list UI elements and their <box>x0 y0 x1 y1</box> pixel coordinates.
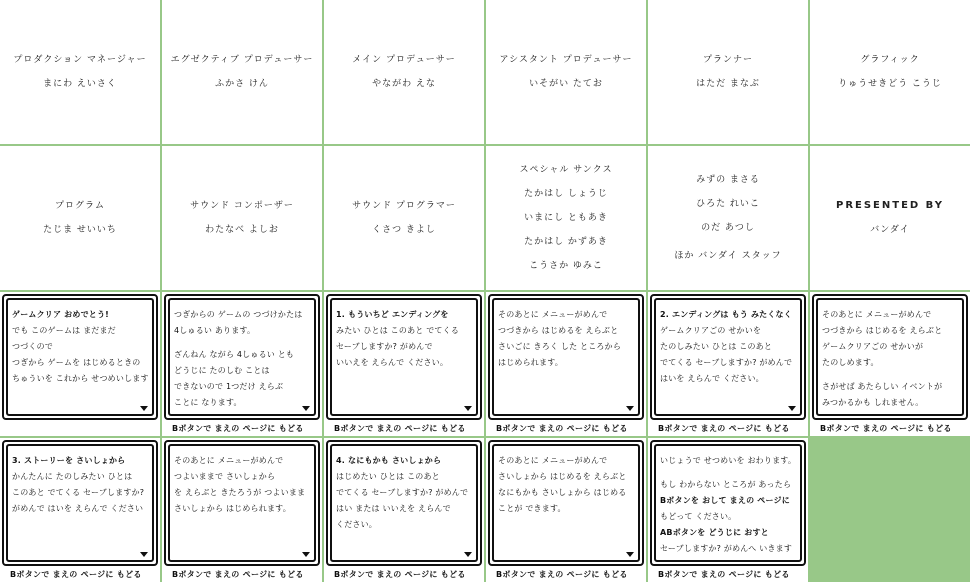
credit-role: PRESENTED BY <box>835 200 944 211</box>
dialog-line: さいしょから はじめるを えらぶと <box>498 472 627 481</box>
dialog-line: 4. なにもかも さいしょから <box>336 456 442 465</box>
dialog-line: たのしみたい ひとは このあと <box>660 342 773 351</box>
dialog-line: いじょうで せつめいを おわります。 <box>660 456 797 465</box>
dialog-line: 1. もういちど エンディングを <box>336 310 449 319</box>
dialog-box <box>2 440 158 566</box>
dialog-line: 4しゅるい あります。 <box>174 326 256 335</box>
dialog-line: ゲームクリアごの せかいを <box>660 326 762 335</box>
credit-person: ひろた れいこ <box>696 199 760 209</box>
credit-program <box>0 146 160 290</box>
dialog-line: つぎからの ゲームの つづけかたは <box>174 310 303 319</box>
credit-sound-programmer <box>324 146 484 290</box>
dialog-panel <box>0 292 160 436</box>
dialog-spacer <box>822 371 958 379</box>
back-page-hint: Bボタンで まえの ページに もどる <box>334 424 466 433</box>
credit-special-thanks <box>486 146 646 290</box>
dialog-text <box>6 444 154 562</box>
dialog-panel <box>648 292 808 436</box>
dialog-line: そのあとに メニューがめんで <box>498 310 608 319</box>
dialog-line: ゲームクリアごの せかいが <box>822 342 924 351</box>
credit-person: くさつ きよし <box>372 225 436 235</box>
dialog-line: セーブしますか? がめんで <box>336 342 433 351</box>
dialog-panel <box>486 438 646 582</box>
dialog-line: ことに なります。 <box>174 398 242 407</box>
back-page-hint: Bボタンで まえの ページに もどる <box>172 570 304 579</box>
dialog-spacer <box>660 469 796 477</box>
back-page-hint: Bボタンで まえの ページに もどる <box>10 570 142 579</box>
dialog-line: 2. エンディングは もう みたくなく <box>660 310 792 319</box>
credit-person: はただ まなぶ <box>696 79 760 89</box>
dialog-line: さがせば あたらしい イベントが <box>822 382 943 391</box>
dialog-box <box>488 440 644 566</box>
next-page-arrow-icon[interactable] <box>140 552 148 557</box>
credit-role: プログラム <box>55 201 105 211</box>
back-page-hint: Bボタンで まえの ページに もどる <box>334 570 466 579</box>
credit-person: みずの まさる <box>696 175 760 185</box>
credit-person: いそがい たてお <box>529 79 603 89</box>
credit-role: スペシャル サンクス <box>519 165 613 175</box>
next-page-arrow-icon[interactable] <box>302 552 310 557</box>
dialog-line: みたい ひとは このあと でてくる <box>336 326 460 335</box>
dialog-line: さいしょから はじめられます。 <box>174 504 291 513</box>
dialog-box <box>164 294 320 420</box>
dialog-text <box>6 298 154 416</box>
dialog-line: ください。 <box>336 520 377 529</box>
credit-role: プランナー <box>702 55 753 65</box>
next-page-arrow-icon[interactable] <box>626 552 634 557</box>
dialog-panel <box>162 292 322 436</box>
dialog-text <box>330 298 478 416</box>
dialog-line: ゲームクリア おめでとう! <box>12 310 110 319</box>
credit-company: バンダイ <box>870 225 910 235</box>
credit-person: いまにし ともあき <box>524 213 608 223</box>
dialog-text <box>492 298 640 416</box>
dialog-text <box>816 298 964 416</box>
credit-role: プロダクション マネージャー <box>13 55 147 65</box>
dialog-line: そのあとに メニューがめんで <box>822 310 932 319</box>
dialog-line: そのあとに メニューがめんで <box>174 456 284 465</box>
dialog-line: なにもかも さいしょから はじめる <box>498 488 627 497</box>
dialog-line: つぎから ゲームを はじめるときの <box>12 358 141 367</box>
dialog-box <box>488 294 644 420</box>
dialog-line: つづくので <box>12 342 53 351</box>
dialog-line: はじめたい ひとは このあと <box>336 472 440 481</box>
dialog-line: を えらぶと きたろうが つよいまま <box>174 488 306 497</box>
dialog-line: はいを えらんで ください。 <box>660 374 764 383</box>
dialog-box <box>326 440 482 566</box>
credit-role: サウンド プログラマー <box>352 201 456 211</box>
dialog-line: セーブしますか? がめんへ いきます <box>660 544 793 553</box>
dialog-line: ちゅういを これから せつめいします <box>12 374 149 383</box>
dialog-text <box>654 298 802 416</box>
dialog-line: ざんねん ながら 4しゅるい とも <box>174 350 295 359</box>
dialog-panel <box>162 438 322 582</box>
credit-role: アシスタント プロデューサー <box>499 55 633 65</box>
next-page-arrow-icon[interactable] <box>626 406 634 411</box>
dialog-line: もどって ください。 <box>660 512 737 521</box>
dialog-spacer <box>174 339 310 347</box>
dialog-line: はじめられます。 <box>498 358 563 367</box>
dialog-line: でも このゲームは まだまだ <box>12 326 116 335</box>
credit-person: ふかさ けん <box>215 79 269 89</box>
dialog-box <box>164 440 320 566</box>
dialog-line: でてくる セーブしますか? がめんで <box>336 488 469 497</box>
dialog-line: このあと でてくる セーブしますか? <box>12 488 145 497</box>
credit-special-thanks-continued <box>648 146 808 290</box>
credit-person: たじま せいいち <box>43 225 117 235</box>
back-page-hint: Bボタンで まえの ページに もどる <box>496 424 628 433</box>
dialog-text <box>654 444 802 562</box>
dialog-line: さいごに きろく した ところから <box>498 342 622 351</box>
dialog-panel <box>324 438 484 582</box>
dialog-line: そのあとに メニューがめんで <box>498 456 608 465</box>
dialog-panel <box>648 438 808 582</box>
dialog-line: でてくる セーブしますか? がめんで <box>660 358 793 367</box>
next-page-arrow-icon[interactable] <box>464 406 472 411</box>
credit-graphic <box>810 0 970 144</box>
back-page-hint: Bボタンで まえの ページに もどる <box>658 570 790 579</box>
credit-sound-composer <box>162 146 322 290</box>
dialog-panel <box>324 292 484 436</box>
dialog-line: かんたんに たのしみたい ひとは <box>12 472 133 481</box>
dialog-box <box>650 294 806 420</box>
dialog-panel <box>0 438 160 582</box>
credit-person: わたなべ よしお <box>205 225 279 235</box>
dialog-line: がめんで はいを えらんで ください <box>12 504 144 513</box>
dialog-text <box>168 444 316 562</box>
dialog-line: どうじに たのしむ ことは <box>174 366 270 375</box>
credit-assistant-producer <box>486 0 646 144</box>
back-page-hint: Bボタンで まえの ページに もどる <box>172 424 304 433</box>
dialog-line: Bボタンを おして まえの ページに <box>660 496 790 505</box>
credit-role: サウンド コンポーザー <box>190 201 294 211</box>
dialog-line: たのしめます。 <box>822 358 879 367</box>
dialog-line: つづきから はじめるを えらぶと <box>498 326 619 335</box>
next-page-arrow-icon[interactable] <box>788 406 796 411</box>
dialog-line: いいえを えらんで ください。 <box>336 358 449 367</box>
back-page-hint: Bボタンで まえの ページに もどる <box>496 570 628 579</box>
next-page-arrow-icon[interactable] <box>140 406 148 411</box>
dialog-line: はい または いいえを えらんで <box>336 504 451 513</box>
dialog-line: 3. ストーリーを さいしょから <box>12 456 126 465</box>
credit-role: エグゼクティブ プロデューサー <box>170 55 314 65</box>
credit-person: のだ あつし <box>701 223 755 233</box>
dialog-text <box>168 298 316 416</box>
dialog-box <box>812 294 968 420</box>
back-page-hint: Bボタンで まえの ページに もどる <box>820 424 952 433</box>
dialog-box <box>2 294 158 420</box>
credit-presented-by <box>810 146 970 290</box>
credit-planner <box>648 0 808 144</box>
dialog-line: ことが できます。 <box>498 504 566 513</box>
dialog-box <box>650 440 806 566</box>
next-page-arrow-icon[interactable] <box>464 552 472 557</box>
credit-executive-producer <box>162 0 322 144</box>
credit-person: たかはし しょうじ <box>524 189 608 199</box>
back-page-hint: Bボタンで まえの ページに もどる <box>658 424 790 433</box>
credit-person: こうさか ゆみこ <box>529 261 603 271</box>
dialog-line: つよいままで さいしょから <box>174 472 276 481</box>
dialog-line: もし わからない ところが あったら <box>660 480 792 489</box>
credit-person: りゅうせきどう こうじ <box>838 79 942 89</box>
dialog-line: ABボタンを どうじに おすと <box>660 528 769 537</box>
dialog-line: みつかるかも しれません。 <box>822 398 924 407</box>
credit-person: ほか バンダイ スタッフ <box>674 251 782 261</box>
credit-production-manager <box>0 0 160 144</box>
next-page-arrow-icon[interactable] <box>302 406 310 411</box>
credit-main-producer <box>324 0 484 144</box>
dialog-line: できないので 1つだけ えらぶ <box>174 382 284 391</box>
credit-person: やながわ えな <box>372 79 436 89</box>
dialog-text <box>492 444 640 562</box>
dialog-line: つづきから はじめるを えらぶと <box>822 326 943 335</box>
dialog-panel <box>486 292 646 436</box>
dialog-text <box>330 444 478 562</box>
credit-role: メイン プロデューサー <box>352 55 456 65</box>
credit-person: まにわ えいさく <box>43 79 117 89</box>
credit-role: グラフィック <box>860 55 920 65</box>
credit-person: たかはし かずあき <box>524 237 608 247</box>
dialog-box <box>326 294 482 420</box>
dialog-panel <box>810 292 970 436</box>
